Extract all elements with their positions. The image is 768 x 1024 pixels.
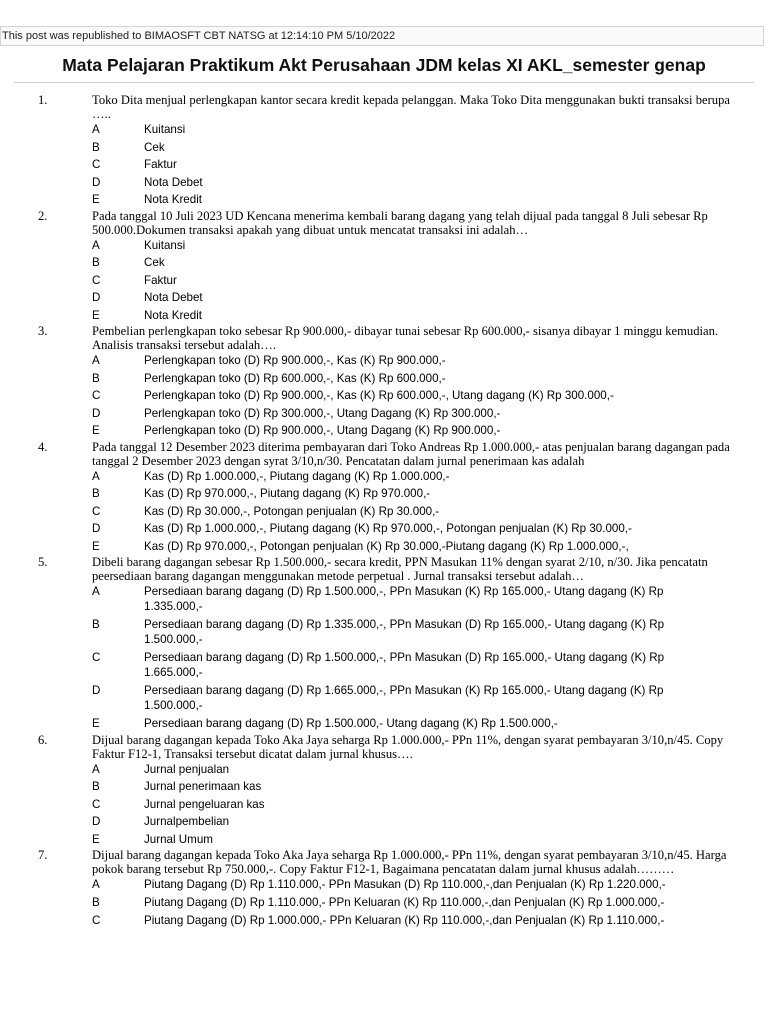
option-text: Nota Debet (144, 175, 203, 189)
question-row (0, 733, 768, 761)
option-letter: E (92, 539, 100, 553)
question-item (0, 848, 768, 930)
answer-option (0, 761, 768, 779)
option-letter: A (92, 762, 100, 776)
option-letter: E (92, 193, 100, 206)
answer-option (0, 876, 768, 894)
option-letter: C (92, 797, 101, 811)
answer-option (0, 894, 768, 912)
question-text: Toko Dita menjual perlengkapan kantor secara kredit kepada pelanggan. Maka Toko Dita menggunakan bukti transaksi berupa ….. (92, 93, 730, 121)
question-text: Dibeli barang dagangan sebesar Rp 1.500.000,- secara kredit, PPN Masukan 11% dengan syarat 2/10, n/30. Jika pencatatn peersediaan barang dagangan menggunakan metode perpetual . Jurnal transaksi tersebut adalah… (92, 555, 708, 583)
question-number: 6. (38, 732, 48, 747)
question-list (0, 93, 768, 930)
option-letter: C (92, 158, 101, 171)
option-text: Persediaan barang dagang (D) Rp 1.335.000,-, PPn Masukan (D) Rp 165.000,- Utang dagang (K) Rp 1.500.000,- (144, 618, 665, 646)
answer-option (0, 520, 768, 538)
option-text: Cek (144, 256, 165, 269)
answer-option (0, 831, 768, 849)
answer-option (0, 289, 768, 307)
question-number: 5. (38, 555, 48, 569)
option-text: Kuitansi (144, 123, 186, 136)
option-text: Kas (D) Rp 1.000.000,-, Piutang dagang (K) Rp 1.000.000,- (144, 469, 450, 483)
question-number: 7. (38, 848, 48, 862)
option-text: Faktur (144, 158, 177, 171)
answer-option (0, 405, 768, 423)
option-letter: A (92, 585, 100, 598)
option-letter: D (92, 815, 101, 828)
option-letter: D (92, 291, 101, 304)
option-text: Perlengkapan toko (D) Rp 900.000,-, Kas (K) Rp 600.000,-, Utang dagang (K) Rp 300.000,- (144, 389, 614, 402)
option-text: Cek (144, 140, 165, 154)
option-letter: B (92, 780, 100, 793)
option-letter: B (92, 895, 100, 909)
option-text: Perlengkapan toko (D) Rp 300.000,-, Utang Dagang (K) Rp 300.000,- (144, 406, 501, 420)
answer-option (0, 778, 768, 796)
option-letter: A (92, 238, 100, 252)
option-letter: E (92, 424, 100, 437)
option-text: Perlengkapan toko (D) Rp 900.000,-, Utang Dagang (K) Rp 900.000,- (144, 424, 501, 437)
answer-option (0, 796, 768, 814)
answer-option (0, 370, 768, 388)
option-letter: E (92, 832, 100, 846)
question-number: 4. (38, 439, 48, 454)
answer-option (0, 538, 768, 556)
option-text: Persediaan barang dagang (D) Rp 1.500.000,-, PPn Masukan (K) Rp 165.000,- Utang dagang (K) Rp 1.335.000,- (144, 585, 664, 613)
option-text: Kuitansi (144, 238, 186, 252)
question-number: 2. (38, 208, 48, 223)
option-letter: B (92, 140, 100, 154)
republished-note: This post was republished to BIMAOSFT CBT NATSG at 12:14:10 PM 5/10/2022 (2, 30, 396, 42)
question-number: 3. (38, 324, 48, 338)
question-text: Dijual barang dagangan kepada Toko Aka Jaya seharga Rp 1.000.000,- PPn 11%, dengan syarat pembayaran 3/10,n/45. Copy Faktur F12-1, Transaksi tersebut dicatat dalam jurnal khusus…. (92, 732, 724, 761)
question-text: Pembelian perlengkapan toko sebesar Rp 900.000,- dibayar tunai sebesar Rp 600.000,- sisanya dibayar 1 minggu kemudian. Analisis transaksi tersebut adalah…. (92, 324, 719, 352)
option-text: Piutang Dagang (D) Rp 1.110.000,- PPn Keluaran (K) Rp 110.000,-,dan Penjualan (K) Rp 1.000.000,- (144, 895, 665, 909)
answer-option (0, 174, 768, 192)
option-text: Perlengkapan toko (D) Rp 600.000,-, Kas (K) Rp 600.000,- (144, 371, 446, 385)
answer-option (0, 307, 768, 325)
answer-option (0, 387, 768, 405)
answer-option (0, 272, 768, 290)
answer-option (0, 485, 768, 503)
answer-option (0, 139, 768, 157)
option-text: Piutang Dagang (D) Rp 1.110.000,- PPn Masukan (D) Rp 110.000,-,dan Penjualan (K) Rp 1.220.000,- (144, 878, 666, 891)
question-item (0, 324, 768, 440)
answer-option (0, 813, 768, 831)
option-letter: A (92, 878, 100, 891)
question-row (0, 555, 768, 583)
answer-option (0, 616, 768, 649)
option-text: Persediaan barang dagang (D) Rp 1.500.000,-, PPn Masukan (D) Rp 165.000,- Utang dagang (K) Rp 1.665.000,- (144, 651, 665, 679)
option-letter: A (92, 123, 100, 136)
option-text: Persediaan barang dagang (D) Rp 1.665.000,-, PPn Masukan (K) Rp 165.000,- Utang dagang (K) Rp 1.500.000,- (144, 684, 664, 712)
option-letter: D (92, 684, 101, 697)
option-letter: B (92, 618, 100, 631)
option-text: Kas (D) Rp 970.000,-, Piutang dagang (K) Rp 970.000,- (144, 487, 431, 500)
option-text: Faktur (144, 273, 177, 287)
question-item (0, 93, 768, 209)
title-divider (14, 82, 754, 83)
answer-option (0, 254, 768, 272)
option-letter: A (92, 354, 100, 367)
option-letter: D (92, 522, 101, 535)
option-text: Nota Kredit (144, 308, 202, 322)
option-letter: C (92, 504, 101, 518)
option-text: Perlengkapan toko (D) Rp 900.000,-, Kas (K) Rp 900.000,- (144, 354, 446, 367)
answer-option (0, 352, 768, 370)
option-text: Kas (D) Rp 1.000.000,-, Piutang dagang (K) Rp 970.000,-, Potongan penjualan (K) Rp 30.000,- (144, 522, 632, 535)
option-letter: E (92, 717, 100, 730)
option-text: Nota Debet (144, 291, 203, 304)
question-text: Pada tanggal 12 Desember 2023 diterima pembayaran dari Toko Andreas Rp 1.000.000,- atas penjualan barang dagangan pada tanggal 2 Desember 2023 dengan syrat 3/10,n/30. Pencatatan dalam jurnal penerimaan kas adalah (92, 439, 730, 468)
answer-option (0, 912, 768, 930)
option-text: Piutang Dagang (D) Rp 1.000.000,- PPn Keluaran (K) Rp 110.000,-,dan Penjualan (K) Rp 1.110.000,- (144, 913, 665, 927)
answer-option (0, 156, 768, 174)
option-letter: B (92, 371, 100, 385)
question-row (0, 93, 768, 121)
option-letter: E (92, 308, 100, 322)
option-letter: C (92, 389, 101, 402)
option-text: Nota Kredit (144, 193, 202, 206)
question-row (0, 848, 768, 876)
option-letter: D (92, 175, 101, 189)
option-text: Kas (D) Rp 970.000,-, Potongan penjualan (K) Rp 30.000,-Piutang dagang (K) Rp 1.000.000,-, (144, 539, 629, 553)
answer-option (0, 191, 768, 209)
option-letter: C (92, 913, 101, 927)
question-item (0, 733, 768, 849)
question-text: Pada tanggal 10 Juli 2023 UD Kencana menerima kembali barang dagang yang telah dijual pada tanggal 8 Juli sebesar Rp 500.000.Dokumen transaksi apakah yang dibuat untuk mencatat transaksi ini adalah… (92, 208, 708, 237)
option-letter: B (92, 256, 100, 269)
option-text: Persediaan barang dagang (D) Rp 1.500.000,- Utang dagang (K) Rp 1.500.000,- (144, 717, 558, 730)
option-text: Jurnal penerimaan kas (144, 780, 262, 793)
answer-option (0, 715, 768, 733)
option-letter: B (92, 487, 100, 500)
answer-option (0, 468, 768, 486)
question-row (0, 209, 768, 237)
question-item (0, 209, 768, 325)
option-text: Kas (D) Rp 30.000,-, Potongan penjualan (K) Rp 30.000,- (144, 504, 440, 518)
question-row (0, 440, 768, 468)
question-number: 1. (38, 93, 48, 107)
option-text: Jurnal Umum (144, 832, 213, 846)
answer-option (0, 422, 768, 440)
option-letter: D (92, 406, 101, 420)
question-item (0, 440, 768, 556)
question-text: Dijual barang dagangan kepada Toko Aka Jaya seharga Rp 1.000.000,- PPn 11%, dengan syarat pembayaran 3/10,n/45. Harga pokok barang tersebut Rp 750.000,-. Copy Faktur F12-1, Bagaimana pencatatan dalam jurnal khusus adalah……… (92, 848, 727, 876)
option-letter: C (92, 273, 101, 287)
answer-option (0, 121, 768, 139)
answer-option (0, 583, 768, 616)
option-letter: A (92, 469, 100, 483)
answer-option (0, 682, 768, 715)
question-row (0, 324, 768, 352)
answer-option (0, 237, 768, 255)
option-text: Jurnal pengeluaran kas (144, 797, 265, 811)
document-title: Mata Pelajaran Praktikum Akt Perusahaan JDM kelas XI AKL_semester genap (62, 55, 706, 75)
question-item (0, 555, 768, 733)
answer-option (0, 649, 768, 682)
option-letter: C (92, 651, 101, 664)
answer-option (0, 503, 768, 521)
option-text: Jurnalpembelian (144, 815, 230, 828)
option-text: Jurnal penjualan (144, 762, 230, 776)
republished-notice-bar (0, 26, 764, 46)
